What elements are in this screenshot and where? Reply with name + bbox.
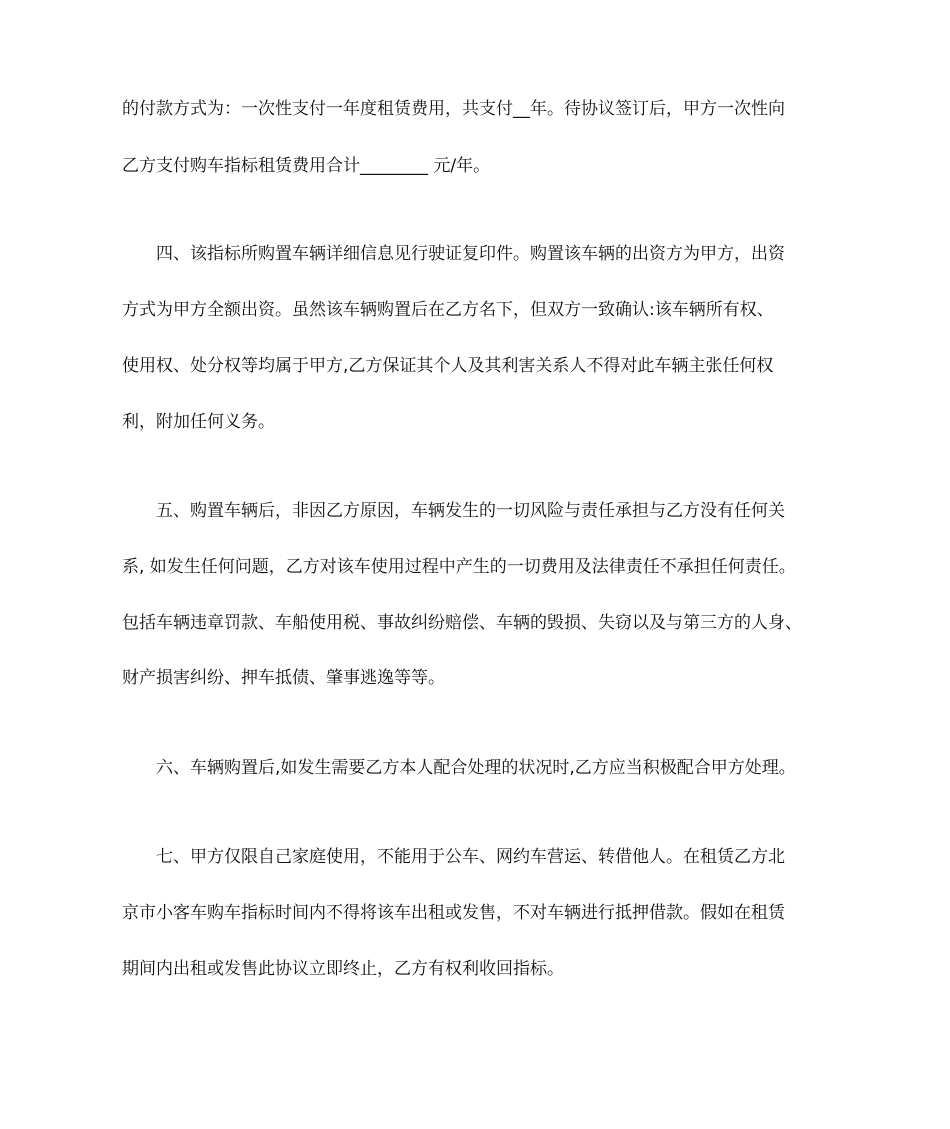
paragraph-7-line-3: 期间内出租或发售此协议立即终止，乙方有权利收回指标。 (122, 959, 564, 979)
paragraph-5-line-3: 包括车辆违章罚款、车船使用税、事故纠纷赔偿、车辆的毁损、失窃以及与第三方的人身、 (122, 613, 802, 633)
paragraph-6-line-1: 六、车辆购置后,如发生需要乙方本人配合处理的状况时,乙方应当积极配合甲方处理。 (156, 758, 796, 778)
paragraph-5-line-1: 五、购置车辆后，非因乙方原因，车辆发生的一切风险与责任承担与乙方没有任何关 (156, 501, 785, 521)
paragraph-7-line-1: 七、甲方仅限自己家庭使用，不能用于公车、网约车营运、转借他人。在租赁乙方北 (156, 847, 785, 867)
paragraph-4-line-1: 四、该指标所购置车辆详细信息见行驶证复印件。购置该车辆的出资方为甲方，出资 (156, 244, 785, 264)
paragraph-7-line-2: 京市小客车购车指标时间内不得将该车出租或发售，不对车辆进行抵押借款。假如在租赁 (122, 903, 785, 923)
paragraph-4-line-3: 使用权、处分权等均属于甲方,乙方保证其个人及其利害关系人不得对此车辆主张任何权 (122, 356, 774, 376)
paragraph-3-line-1: 的付款方式为：一次性支付一年度租赁费用，共支付__年。待协议签订后，甲方一次性向 (122, 99, 785, 119)
paragraph-3-line-2: 乙方支付购车指标租赁费用合计________ 元/年。 (122, 156, 491, 176)
paragraph-5-line-4: 财产损害纠纷、押车抵债、肇事逃逸等等。 (122, 668, 445, 688)
paragraph-4-line-4: 利，附加任何义务。 (122, 412, 275, 432)
paragraph-4-line-2: 方式为甲方全额出资。虽然该车辆购置后在乙方名下，但双方一致确认:该车辆所有权、 (122, 300, 774, 320)
paragraph-5-line-2: 系, 如发生任何问题，乙方对该车使用过程中产生的一切费用及法律责任不承担任何责任。 (122, 557, 796, 577)
